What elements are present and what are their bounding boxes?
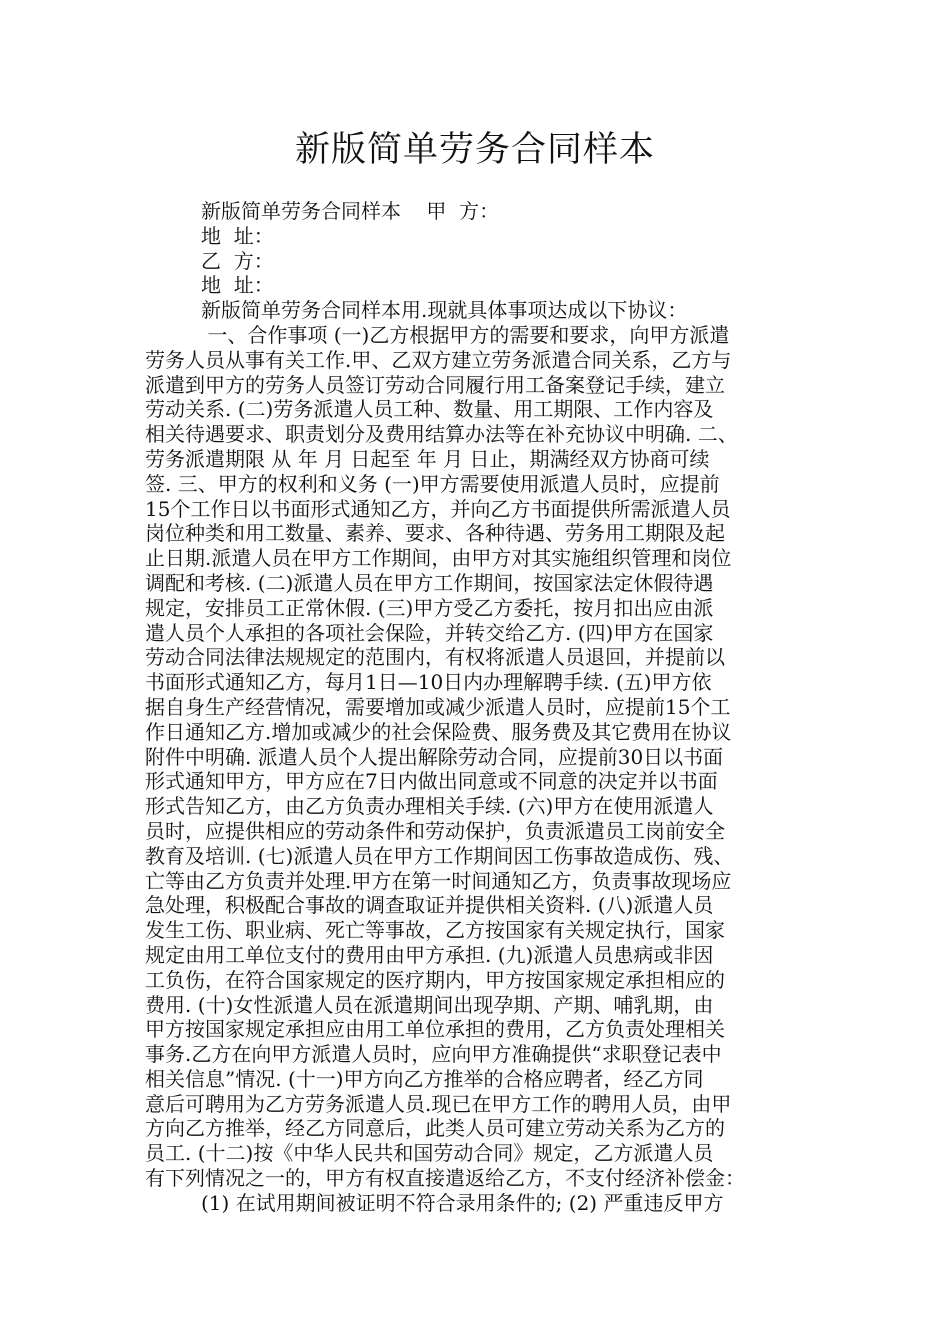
clause-line: 作日通知乙方.增加或减少的社会保险费、服务费及其它费用在协议 (145, 719, 732, 744)
clause-line: 甲方按国家规定承担应由用工单位承担的费用，乙方负责处理相关 (145, 1017, 725, 1042)
clause-line: 工负伤，在符合国家规定的医疗期内，甲方按国家规定承担相应的 (145, 967, 725, 992)
clause-line: 教育及培训. (七)派遣人员在甲方工作期间因工伤事故造成伤、残、 (145, 843, 734, 868)
clause-line: 岗位种类和用工数量、素养、要求、各种待遇、劳务用工期限及起 (145, 521, 725, 546)
list-item-line: (1) 在试用期间被证明不符合录用条件的; (2) 严重违反甲方 (201, 1190, 724, 1215)
clause-line: 相关待遇要求、职责划分及费用结算办法等在补充协议中明确. 二、 (145, 422, 738, 447)
clause-line: 亡等由乙方负责并处理.甲方在第一时间通知乙方，负责事故现场应 (145, 868, 732, 893)
clause-line: 劳务人员从事有关工作.甲、乙双方建立劳务派遣合同关系，乙方与 (145, 347, 732, 372)
clause-line: 调配和考核. (二)派遣人员在甲方工作期间，按国家法定休假待遇 (145, 570, 714, 595)
document-title: 新版简单劳务合同样本 (294, 130, 655, 170)
clause-line: 员工. (十二)按《中华人民共和国劳动合同》规定，乙方派遣人员 (145, 1141, 714, 1166)
clause-line: 15个工作日以书面形式通知乙方，并向乙方书面提供所需派遣人员 (145, 496, 731, 521)
clause-line: 规定，安排员工正常休假. (三)甲方受乙方委托，按月扣出应由派 (145, 595, 714, 620)
clause-line: 发生工伤、职业病、死亡等事故，乙方按国家有关规定执行，国家 (145, 918, 725, 943)
clause-line: 派遣到甲方的劳务人员签订劳动合同履行用工备案登记手续，建立 (145, 372, 725, 397)
clause-line: 签. 三、甲方的权利和义务 (一)甲方需要使用派遣人员时，应提前 (145, 471, 720, 496)
clause-line: 遣人员个人承担的各项社会保险，并转交给乙方. (四)甲方在国家 (145, 620, 714, 645)
clause-line: 有下列情况之一的，甲方有权直接遣返给乙方，不支付经济补偿金： (145, 1166, 745, 1191)
clause-line: 方向乙方推举，经乙方同意后，此类人员可建立劳动关系为乙方的 (145, 1116, 725, 1141)
clause-line: 意后可聘用为乙方劳务派遣人员.现已在甲方工作的聘用人员，由甲 (145, 1091, 732, 1116)
clause-line: 书面形式通知乙方，每月1日—10日内办理解聘手续. (五)甲方依 (145, 670, 712, 695)
clause-line: 急处理，积极配合事故的调查取证并提供相关资料. (八)派遣人员 (145, 893, 714, 918)
address-line-b: 地 址： (201, 273, 274, 298)
party-a-line: 新版简单劳务合同样本 甲 方： (201, 199, 500, 223)
party-b-line: 乙 方： (201, 248, 274, 273)
clause-line: 劳动关系. (二)劳务派遣人员工种、数量、用工期限、工作内容及 (145, 397, 714, 422)
clause-line: 附件中明确. 派遣人员个人提出解除劳动合同，应提前30日以书面 (145, 744, 724, 769)
clause-line: 规定由用工单位支付的费用由甲方承担. (九)派遣人员患病或非因 (145, 942, 714, 967)
document-body (145, 199, 825, 1216)
agreement-intro-line: 新版简单劳务合同样本用.现就具体事项达成以下协议： (201, 298, 688, 323)
clause-first-line: 一、合作事项 (一)乙方根据甲方的需要和要求，向甲方派遣 (201, 322, 730, 347)
address-line-a: 地 址： (201, 223, 274, 248)
clause-line: 事务.乙方在向甲方派遣人员时，应向甲方准确提供“求职登记表中 (145, 1042, 722, 1067)
clause-line: 员时，应提供相应的劳动条件和劳动保护，负责派遣员工岗前安全 (145, 818, 725, 843)
clause-line: 劳务派遣期限 从 年 月 日起至 年 月 日止，期满经双方协商可续 (145, 446, 710, 471)
clause-line: 形式告知乙方，由乙方负责办理相关手续. (六)甲方在使用派遣人 (145, 794, 714, 819)
clause-line: 止日期.派遣人员在甲方工作期间，由甲方对其实施组织管理和岗位 (145, 546, 732, 571)
clause-line: 据自身生产经营情况，需要增加或减少派遣人员时，应提前15个工 (145, 694, 731, 719)
clause-line: 劳动合同法律法规规定的范围内，有权将派遣人员退回，并提前以 (145, 645, 725, 670)
clause-line: 形式通知甲方，甲方应在7日内做出同意或不同意的决定并以书面 (145, 769, 718, 794)
clause-line: 相关信息”情况. (十一)甲方向乙方推举的合格应聘者，经乙方同 (145, 1066, 704, 1091)
clause-line: 费用. (十)女性派遣人员在派遣期间出现孕期、产期、哺乳期，由 (145, 992, 714, 1017)
